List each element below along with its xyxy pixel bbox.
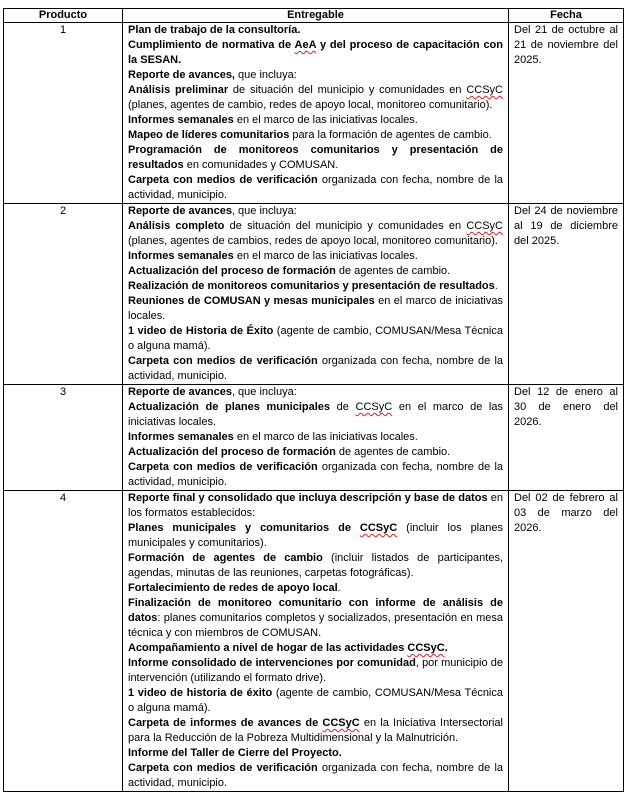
deliverable-item-detail: de agentes de cambio. — [335, 446, 451, 458]
deliverable-item-title: Informes semanales — [128, 114, 234, 126]
deliverable-item — [128, 324, 503, 354]
deliverable-item — [128, 656, 503, 686]
deliverable-item-title: Análisis completo — [128, 220, 225, 232]
deliverable-item-title: Acompañamiento a nivel de hogar de las actividades CCSyC. — [128, 642, 448, 654]
deliverable-item — [128, 491, 503, 521]
producto-cell: 2 — [4, 204, 123, 385]
deliverable-item — [128, 143, 503, 173]
table-row — [4, 23, 624, 204]
deliverable-item-detail: organizada con fecha, nombre de la actividad, municipio. — [128, 762, 504, 789]
fecha-cell: Del 21 de octubre al 21 de noviembre del 2025. — [509, 23, 624, 204]
header-fecha: Fecha — [509, 9, 624, 23]
producto-cell: 4 — [4, 491, 123, 792]
entregable-cell — [123, 385, 509, 491]
deliverable-item-detail: , por municipio de intervención (utilizando el formato drive). — [128, 657, 504, 684]
deliverable-item-title: Carpeta con medios de verificación — [128, 461, 318, 473]
deliverable-item-detail: de situación del municipio y comunidades en CCSyC (planes, agentes de cambios, redes de apoyo local, monitoreo comunitario). — [128, 220, 503, 247]
deliverable-item-title: Informe del Taller de Cierre del Proyecto. — [128, 747, 342, 759]
deliverable-item — [128, 445, 503, 460]
deliverable-item-title: Informes semanales — [128, 431, 234, 443]
deliverable-item — [128, 38, 503, 68]
deliverable-item-title: Análisis preliminar — [128, 84, 229, 96]
deliverable-item-title: Formación de agentes de cambio — [128, 552, 323, 564]
deliverable-item — [128, 83, 503, 113]
deliverable-item — [128, 219, 503, 249]
deliverable-item — [128, 113, 503, 128]
deliverable-item-title: Finalización de monitoreo comunitario con informe de análisis de datos — [128, 597, 503, 624]
deliverable-item-detail: , que incluya: — [231, 386, 297, 398]
deliverable-item-detail: de CCSyC en el marco de las iniciativas locales. — [128, 401, 503, 428]
deliverable-item-title: Planes municipales y comunitarios de CCSyC — [128, 522, 398, 534]
deliverable-item — [128, 551, 503, 581]
deliverable-item-title: Reporte de avances — [128, 205, 232, 217]
deliverable-item-detail: en el marco de las iniciativas locales. — [233, 431, 418, 443]
deliverable-item-title: Informe consolidado de intervenciones por comunidad — [128, 657, 416, 669]
deliverable-item-title: Cumplimiento de normativa de AeA y del proceso de capacitación con la SESAN. — [128, 39, 503, 66]
header-producto: Producto — [4, 9, 123, 23]
deliverable-item — [128, 173, 503, 203]
deliverable-item-title: Actualización de planes municipales — [128, 401, 331, 413]
fecha-cell: Del 02 de febrero al 03 de marzo del 2026. — [509, 491, 624, 792]
deliverable-item-detail: en la Iniciativa Intersectorial para la Reducción de la Pobreza Multidimensional y la Malnutrición. — [128, 717, 503, 744]
deliverable-item-detail: , que incluya: — [231, 205, 297, 217]
table-row — [4, 491, 624, 792]
deliverable-item-detail: en los formatos establecidos: — [128, 492, 503, 519]
spellcheck-flag: CCSyC — [407, 642, 445, 654]
spellcheck-flag: CCSyC — [322, 717, 360, 729]
table-row — [4, 204, 624, 385]
deliverable-item — [128, 761, 503, 791]
deliverables-table — [3, 8, 624, 792]
deliverable-item — [128, 716, 503, 746]
deliverable-item-title: Fortalecimiento de redes de apoyo local — [128, 582, 338, 594]
deliverable-item — [128, 746, 503, 761]
spellcheck-flag: CCSyC — [359, 522, 398, 534]
deliverable-item-title: Informes semanales — [128, 250, 234, 262]
deliverable-item-detail: organizada con fecha, nombre de la actividad, municipio. — [128, 355, 504, 382]
fecha-cell: Del 12 de enero al 30 de enero del 2026. — [509, 385, 624, 491]
deliverable-item-detail: organizada con fecha, nombre de la actividad, municipio. — [128, 461, 504, 488]
deliverable-item-title: Carpeta con medios de verificación — [128, 762, 318, 774]
producto-cell: 3 — [4, 385, 123, 491]
deliverable-item — [128, 264, 503, 279]
header-entregable: Entregable — [123, 9, 509, 23]
deliverable-item-detail: organizada con fecha, nombre de la actividad, municipio. — [128, 174, 504, 201]
deliverable-item-detail: (incluir listados de participantes, agendas, minutas de las reuniones, carpetas fotográficas). — [128, 552, 504, 579]
deliverable-item-title: 1 video de Historia de Éxito — [128, 325, 274, 337]
deliverable-item-title: Reporte de avances, — [128, 69, 235, 81]
deliverable-item-title: Plan de trabajo de la consultoría. — [128, 24, 301, 36]
deliverable-item-detail: (agente de cambio, COMUSAN/Mesa Técnica o alguna mamá). — [128, 687, 503, 714]
deliverable-item-title: Programación de monitoreos comunitarios y presentación de resultados — [128, 144, 503, 171]
deliverable-item — [128, 581, 503, 596]
fecha-cell: Del 24 de noviembre al 19 de diciembre del 2025. — [509, 204, 624, 385]
deliverable-item-title: Realización de monitoreos comunitarios y presentación de resultados — [128, 280, 495, 292]
deliverable-item — [128, 354, 503, 384]
deliverable-item-title: Actualización del proceso de formación — [128, 446, 336, 458]
deliverable-item — [128, 641, 503, 656]
deliverable-item — [128, 249, 503, 264]
spellcheck-flag: CCSyC — [355, 401, 393, 413]
deliverable-item-title: Reporte de avances — [128, 386, 232, 398]
entregable-cell — [123, 491, 509, 792]
deliverable-item-detail: en comunidades y COMUSAN. — [183, 159, 339, 171]
deliverable-item — [128, 68, 503, 83]
deliverable-item-title: Carpeta con medios de verificación — [128, 174, 318, 186]
deliverable-item-detail: en el marco de iniciativas locales. — [128, 295, 503, 322]
deliverable-item-title: Carpeta con medios de verificación — [128, 355, 318, 367]
deliverable-item-detail: de situación del municipio y comunidades en CCSyC (planes, agentes de cambio, redes de apoyo local, monitoreo comunitario). — [128, 84, 503, 111]
deliverable-item — [128, 460, 503, 490]
deliverable-item-detail: . — [337, 582, 341, 594]
spellcheck-flag: CCSyC — [466, 84, 503, 96]
deliverable-item-detail: : planes comunitarios completos y socializados, presentación en mesa técnica y con miembros de COMUSAN. — [128, 612, 503, 639]
deliverable-item-detail: para la formación de agentes de cambio. — [289, 129, 492, 141]
deliverable-item — [128, 204, 503, 219]
deliverable-item-title: Carpeta de informes de avances de CCSyC — [128, 717, 360, 729]
entregable-cell — [123, 204, 509, 385]
entregable-cell — [123, 23, 509, 204]
deliverable-item-title: 1 video de historia de éxito — [128, 687, 273, 699]
deliverable-item-title: Reuniones de COMUSAN y mesas municipales — [128, 295, 375, 307]
deliverable-item — [128, 385, 503, 400]
deliverable-item-detail: en el marco de las iniciativas locales. — [233, 250, 418, 262]
deliverable-item-title: Actualización del proceso de formación — [128, 265, 336, 277]
deliverable-item — [128, 430, 503, 445]
deliverable-item — [128, 128, 503, 143]
deliverable-item — [128, 596, 503, 641]
deliverable-item-title: Reporte final y consolidado que incluya descripción y base de datos — [128, 492, 488, 504]
deliverable-item-detail: en el marco de las iniciativas locales. — [233, 114, 418, 126]
deliverable-item — [128, 686, 503, 716]
table-row — [4, 385, 624, 491]
deliverable-item-detail: que incluya: — [235, 69, 297, 81]
deliverable-item — [128, 279, 503, 294]
deliverable-item-title: Mapeo de líderes comunitarios — [128, 129, 290, 141]
header-row — [4, 9, 624, 23]
deliverable-item — [128, 23, 503, 38]
deliverable-item-detail: (incluir los planes municipales y comunitarios). — [128, 522, 503, 549]
deliverable-item-detail: (agente de cambio, COMUSAN/Mesa Técnica o alguna mamá). — [128, 325, 503, 352]
spellcheck-flag: AeA — [294, 39, 317, 51]
deliverable-item — [128, 521, 503, 551]
deliverable-item-detail: de agentes de cambio. — [335, 265, 451, 277]
deliverable-item-detail: . — [494, 280, 498, 292]
spellcheck-flag: CCSyC — [466, 220, 503, 232]
deliverable-item — [128, 294, 503, 324]
producto-cell: 1 — [4, 23, 123, 204]
deliverable-item — [128, 400, 503, 430]
